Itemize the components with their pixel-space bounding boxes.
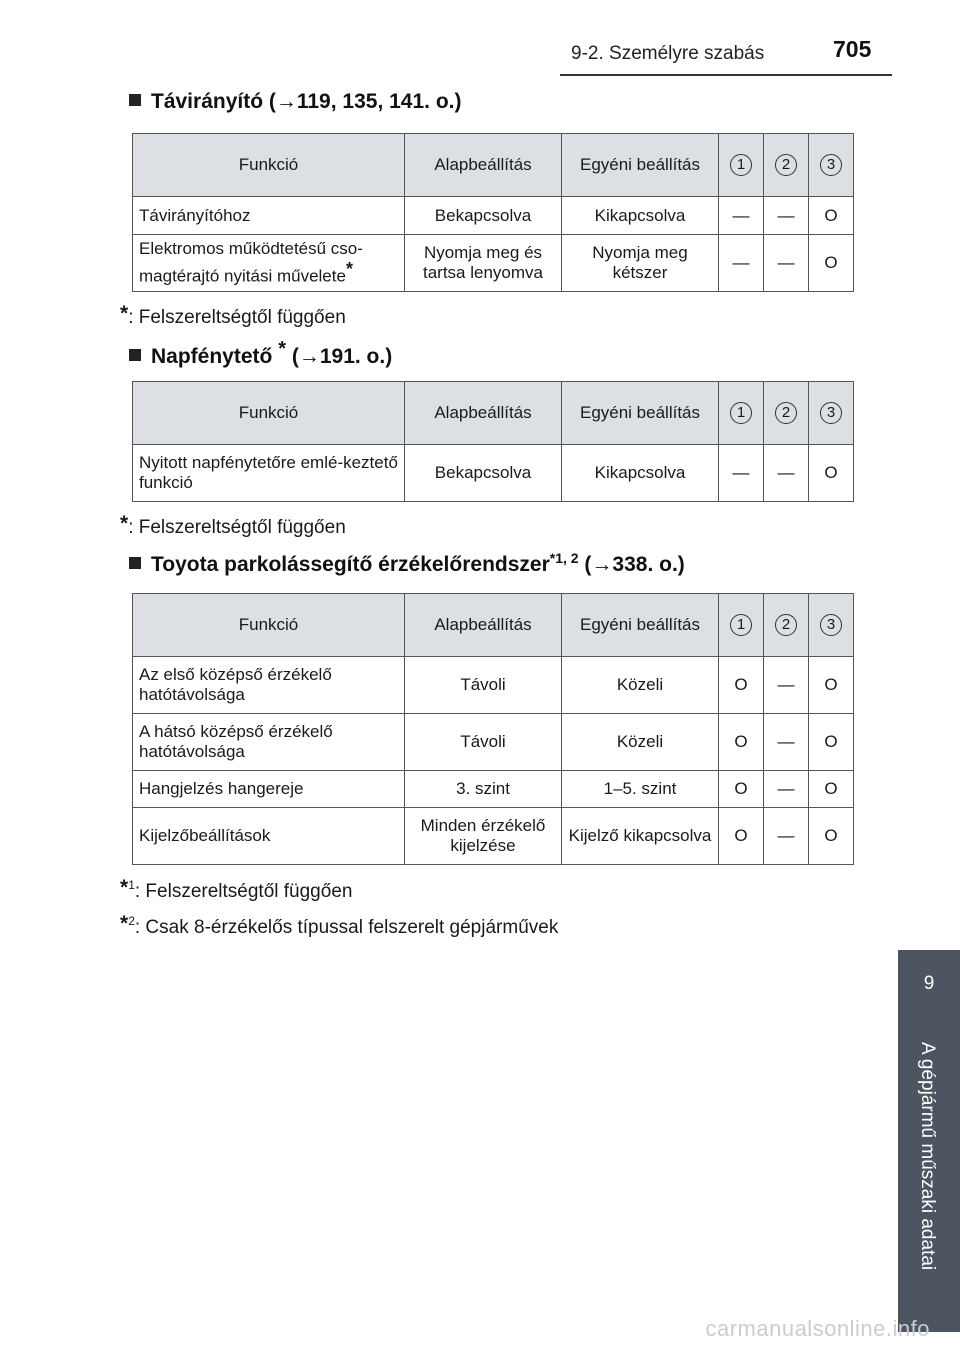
footnote: *: Felszereltségtől függően bbox=[120, 512, 346, 538]
cell-default: Bekapcsolva bbox=[405, 445, 562, 502]
col-header-2 bbox=[764, 594, 809, 657]
table-row bbox=[133, 714, 854, 771]
cell-c1: — bbox=[719, 445, 764, 502]
cell-c2: — bbox=[764, 714, 809, 771]
footnote: *$^2$: Csak 8-érzékelős típussal felszerelt gépjárművek bbox=[120, 912, 559, 938]
col-header-default: Alapbeállítás bbox=[405, 594, 562, 657]
cell-c2: — bbox=[764, 235, 809, 292]
header-page-number: 705 bbox=[833, 36, 872, 62]
square-bullet-icon bbox=[129, 349, 141, 361]
section-title-sunroof: Napfénytető * (→191. o.) bbox=[129, 338, 392, 369]
col-header-default: Alapbeállítás bbox=[405, 382, 562, 445]
circled-2-icon: 2 bbox=[775, 154, 797, 176]
circled-1-icon: 1 bbox=[730, 402, 752, 424]
col-header-3 bbox=[809, 134, 854, 197]
cell-c1: O bbox=[719, 714, 764, 771]
cell-custom: Kikapcsolva bbox=[562, 197, 719, 235]
cell-c2: — bbox=[764, 657, 809, 714]
cell-default: Távoli bbox=[405, 714, 562, 771]
cell-custom: Közeli bbox=[562, 657, 719, 714]
cell-c2: — bbox=[764, 771, 809, 808]
circled-1-icon: 1 bbox=[730, 614, 752, 636]
cell-c3: O bbox=[809, 235, 854, 292]
cell-c3: O bbox=[809, 714, 854, 771]
parking-assist-settings-table bbox=[132, 593, 854, 865]
col-header-function: Funkció bbox=[133, 594, 405, 657]
cell-default: Távoli bbox=[405, 657, 562, 714]
cell-c1: O bbox=[719, 808, 764, 865]
circled-3-icon: 3 bbox=[820, 154, 842, 176]
cell-c2: — bbox=[764, 445, 809, 502]
section-title-parking-assist: Toyota parkolássegítő érzékelőrendszer$^{*1, 2}$ (→338. o.) bbox=[129, 550, 685, 577]
cell-function: Hangjelzés hangereje bbox=[133, 771, 405, 808]
section-title-remote: Távirányító (→119, 135, 141. o.) bbox=[129, 90, 461, 114]
table-header-row bbox=[133, 594, 854, 657]
col-header-custom: Egyéni beállítás bbox=[562, 382, 719, 445]
cell-function: Nyitott napfénytetőre emlé-keztető funkció bbox=[133, 445, 405, 502]
table-header-row bbox=[133, 382, 854, 445]
footnote: *: Felszereltségtől függően bbox=[120, 302, 346, 328]
cell-c3: O bbox=[809, 197, 854, 235]
cell-c3: O bbox=[809, 771, 854, 808]
col-header-3 bbox=[809, 594, 854, 657]
cell-default: 3. szint bbox=[405, 771, 562, 808]
col-header-2 bbox=[764, 382, 809, 445]
circled-3-icon: 3 bbox=[820, 614, 842, 636]
cell-custom: Közeli bbox=[562, 714, 719, 771]
circled-2-icon: 2 bbox=[775, 402, 797, 424]
chapter-tab-number[interactable]: 9 bbox=[898, 950, 960, 1032]
col-header-2 bbox=[764, 134, 809, 197]
col-header-1 bbox=[719, 382, 764, 445]
cell-function: Távirányítóhoz bbox=[133, 197, 405, 235]
remote-settings-table bbox=[132, 133, 854, 292]
cell-custom: Kikapcsolva bbox=[562, 445, 719, 502]
cell-default: Nyomja meg és tartsa lenyomva bbox=[405, 235, 562, 292]
watermark: carmanualsonline.info bbox=[705, 1316, 930, 1341]
cell-c1: O bbox=[719, 657, 764, 714]
table-row bbox=[133, 445, 854, 502]
col-header-default: Alapbeállítás bbox=[405, 134, 562, 197]
col-header-function: Funkció bbox=[133, 382, 405, 445]
circled-3-icon: 3 bbox=[820, 402, 842, 424]
cell-function: Az első középső érzékelő hatótávolsága bbox=[133, 657, 405, 714]
table-row bbox=[133, 197, 854, 235]
header-rule bbox=[560, 74, 892, 76]
square-bullet-icon bbox=[129, 94, 141, 106]
col-header-1 bbox=[719, 594, 764, 657]
sunroof-settings-table bbox=[132, 381, 854, 502]
cell-function: A hátsó középső érzékelő hatótávolsága bbox=[133, 714, 405, 771]
col-header-3 bbox=[809, 382, 854, 445]
cell-function: Kijelzőbeállítások bbox=[133, 808, 405, 865]
col-header-function: Funkció bbox=[133, 134, 405, 197]
cell-c2: — bbox=[764, 808, 809, 865]
cell-c3: O bbox=[809, 657, 854, 714]
circled-2-icon: 2 bbox=[775, 614, 797, 636]
cell-c3: O bbox=[809, 808, 854, 865]
table-row bbox=[133, 657, 854, 714]
cell-c1: — bbox=[719, 235, 764, 292]
circled-1-icon: 1 bbox=[730, 154, 752, 176]
cell-default: Minden érzékelő kijelzése bbox=[405, 808, 562, 865]
col-header-custom: Egyéni beállítás bbox=[562, 594, 719, 657]
table-header-row bbox=[133, 134, 854, 197]
chapter-tab-label[interactable]: A gépjármű műszaki adatai bbox=[898, 1032, 960, 1332]
square-bullet-icon bbox=[129, 557, 141, 569]
cell-custom: Nyomja meg kétszer bbox=[562, 235, 719, 292]
cell-function: Elektromos működtetésű cso-magtérajtó nyitási művelete* bbox=[133, 235, 405, 292]
table-row bbox=[133, 771, 854, 808]
table-row bbox=[133, 235, 854, 292]
cell-default: Bekapcsolva bbox=[405, 197, 562, 235]
cell-c1: — bbox=[719, 197, 764, 235]
col-header-1 bbox=[719, 134, 764, 197]
cell-custom: 1–5. szint bbox=[562, 771, 719, 808]
cell-c2: — bbox=[764, 197, 809, 235]
cell-c3: O bbox=[809, 445, 854, 502]
table-row bbox=[133, 808, 854, 865]
col-header-custom: Egyéni beállítás bbox=[562, 134, 719, 197]
cell-custom: Kijelző kikapcsolva bbox=[562, 808, 719, 865]
cell-c1: O bbox=[719, 771, 764, 808]
header-section-title: 9-2. Személyre szabás bbox=[571, 43, 765, 64]
footnote: *$^1$: Felszereltségtől függően bbox=[120, 876, 353, 902]
